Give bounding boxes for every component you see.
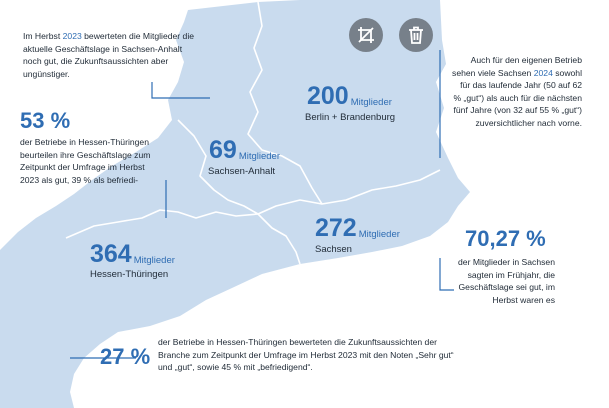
crop-button[interactable] (349, 18, 383, 52)
region-count-sachsen-anhalt (209, 138, 280, 163)
hessen-unit: Mitglieder (133, 255, 175, 266)
note-top-right (452, 54, 582, 130)
berlin-unit: Mitglieder (350, 97, 392, 108)
hessen-count: 364 (90, 240, 132, 268)
region-name-hessen: Hessen-Thüringen (90, 269, 169, 280)
delete-button[interactable] (399, 18, 433, 52)
note-top-right-year: 2024 (533, 67, 553, 78)
note-top-right-post: sowohl für das laufende Jahr (50 auf 62 % „gut“) als auch für die nächsten fünf Jahre (von 32 auf 55 % „gut“) zuversichtlicher nach vorne. (453, 67, 582, 128)
left-stat-text: der Betriebe in Hessen-Thüringen beurteilen ihre Geschäftslage zum Zeitpunkt der Umfrage im Herbst 2023 als gut, 39 % als befriedi- (20, 137, 151, 185)
region-name-sachsen: Sachsen (315, 244, 352, 255)
right-stat-value: 70,27 % (465, 226, 546, 251)
region-count-sachsen (315, 216, 400, 241)
region-name-berlin: Berlin + Brandenburg (305, 112, 396, 123)
sachsen-count: 272 (315, 214, 357, 242)
right-stat-text: der Mitglieder in Sachsen sagten im Frühjahr, die Geschäftslage sei gut, im Herbst waren es (458, 257, 555, 305)
note-top-left-pre: Im Herbst (23, 31, 63, 41)
sachsen-unit: Mitglieder (358, 229, 400, 240)
region-count-hessen (90, 242, 175, 267)
left-stat-value: 53 % (20, 108, 71, 133)
note-top-right-pre: Auch für den eigenen Betrieb sehen viele Sachsen (452, 55, 582, 78)
berlin-count: 200 (307, 82, 349, 110)
region-name-sachsen-anhalt: Sachsen-Anhalt (208, 166, 276, 177)
region-count-berlin (307, 84, 392, 109)
sachsen-anhalt-count: 69 (209, 136, 237, 164)
trash-icon (408, 26, 424, 44)
note-top-left-post: bewerteten die Mitglieder die aktuelle Geschäftslage in Sachsen-Anhalt noch gut, die Zukunftsaussichten aber ungünstiger. (23, 31, 195, 79)
bottom-stat-value: 27 % (100, 344, 151, 369)
sachsen-anhalt-unit: Mitglieder (238, 151, 280, 162)
crop-icon (357, 26, 375, 44)
note-top-left-year: 2023 (62, 31, 82, 41)
bottom-stat-text: der Betriebe in Hessen-Thüringen bewerteten die Zukunftsaussichten der Branche zum Zeitpunkt der Umfrage im Herbst 2023 mit den Noten „Sehr gut“ und „gut“, sowie 45 % mit „befriedigend“. (158, 337, 454, 373)
note-top-left (23, 30, 195, 80)
